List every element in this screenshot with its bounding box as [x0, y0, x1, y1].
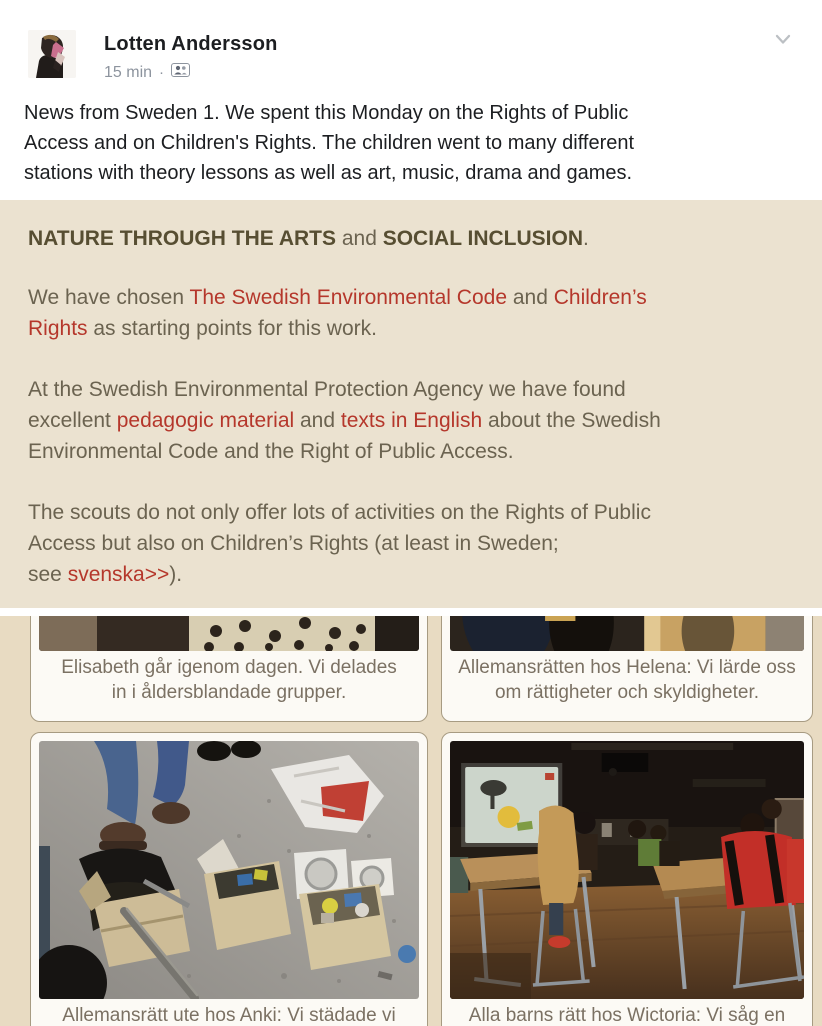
paragraph-text: about the Swedish	[482, 409, 661, 432]
article-paragraph-1	[28, 282, 812, 344]
paragraph-text: and	[507, 286, 554, 309]
heading-bold: NATURE THROUGH THE ARTS	[28, 227, 336, 250]
photo-caption	[39, 651, 419, 713]
article-paragraph-2	[28, 374, 812, 467]
heading-bold: SOCIAL INCLUSION	[382, 227, 584, 250]
photo-elisabeth	[39, 616, 419, 651]
link-texts-in-english[interactable]: texts in English	[340, 409, 483, 432]
link-pedagogic-material[interactable]: pedagogic material	[116, 409, 295, 432]
chevron-down-icon[interactable]	[770, 26, 796, 52]
article-heading	[28, 226, 812, 252]
caption-line: Elisabeth går igenom dagen. Vi delades	[61, 657, 397, 678]
avatar[interactable]	[28, 30, 76, 78]
meta-separator: ·	[159, 64, 165, 81]
photo-card-wictoria[interactable]	[441, 732, 813, 1026]
photo-caption	[39, 999, 419, 1026]
paragraph-text: see	[28, 563, 68, 586]
link-swedish-environmental-code[interactable]: The Swedish Environmental Code	[189, 286, 508, 309]
timestamp: 15 min	[104, 63, 153, 81]
post-text-line: News from Sweden 1. We spent this Monday on the Rights of Public	[24, 102, 629, 124]
paragraph-text: Environmental Code and the Right of Public Access.	[28, 440, 514, 463]
caption-line: om rättigheter och skyldigheter.	[494, 682, 760, 703]
post-meta	[104, 63, 278, 82]
photo-helena	[450, 616, 804, 651]
post-text-line: stations with theory lessons as well as art, music, drama and games.	[24, 162, 633, 184]
paragraph-text: as starting points for this work.	[87, 317, 377, 340]
photo-caption	[450, 651, 804, 713]
paragraph-text: The scouts do not only offer lots of activities on the Rights of Public	[28, 501, 651, 524]
post-header	[0, 0, 822, 82]
paragraph-text: Access but also on Children’s Rights (at least in Sweden;	[28, 532, 559, 555]
paragraph-text: excellent	[28, 409, 117, 432]
link-svenska[interactable]: svenska>>	[67, 563, 170, 586]
photo-grid	[0, 616, 822, 1026]
heading-text: and	[336, 227, 383, 250]
friends-icon	[171, 63, 190, 82]
photo-card-elisabeth[interactable]	[30, 616, 428, 722]
photo-caption	[450, 999, 804, 1026]
photo-cleanup-trash	[39, 741, 419, 999]
grid-column-left	[30, 616, 428, 1026]
post-text	[0, 98, 822, 188]
white-divider	[0, 608, 822, 616]
shared-article	[0, 200, 822, 608]
header-text	[104, 30, 278, 82]
link-childrens-rights[interactable]: Children’s	[553, 286, 647, 309]
article-paragraph-3	[28, 497, 812, 590]
caption-line: Allemansrätt ute hos Anki: Vi städade vi	[62, 1005, 396, 1026]
caption-line: in i åldersblandade grupper.	[111, 682, 347, 703]
link-childrens-rights[interactable]: Rights	[28, 317, 88, 340]
post-text-line: Access and on Children's Rights. The children went to many different	[24, 132, 635, 154]
avatar-image	[28, 30, 76, 78]
grid-column-right	[441, 616, 813, 1026]
paragraph-text: At the Swedish Environmental Protection Agency we have found	[28, 378, 626, 401]
heading-text: .	[583, 227, 589, 250]
caption-line: Allemansrätten hos Helena: Vi lärde oss	[458, 657, 796, 678]
photo-classroom	[450, 741, 804, 999]
paragraph-text: and	[294, 409, 341, 432]
paragraph-text: We have chosen	[28, 286, 190, 309]
paragraph-text: ).	[169, 563, 183, 586]
photo-card-helena[interactable]	[441, 616, 813, 722]
caption-line: Alla barns rätt hos Wictoria: Vi såg en	[468, 1005, 786, 1026]
author-name[interactable]: Lotten Andersson	[104, 33, 278, 55]
photo-card-anki[interactable]	[30, 732, 428, 1026]
